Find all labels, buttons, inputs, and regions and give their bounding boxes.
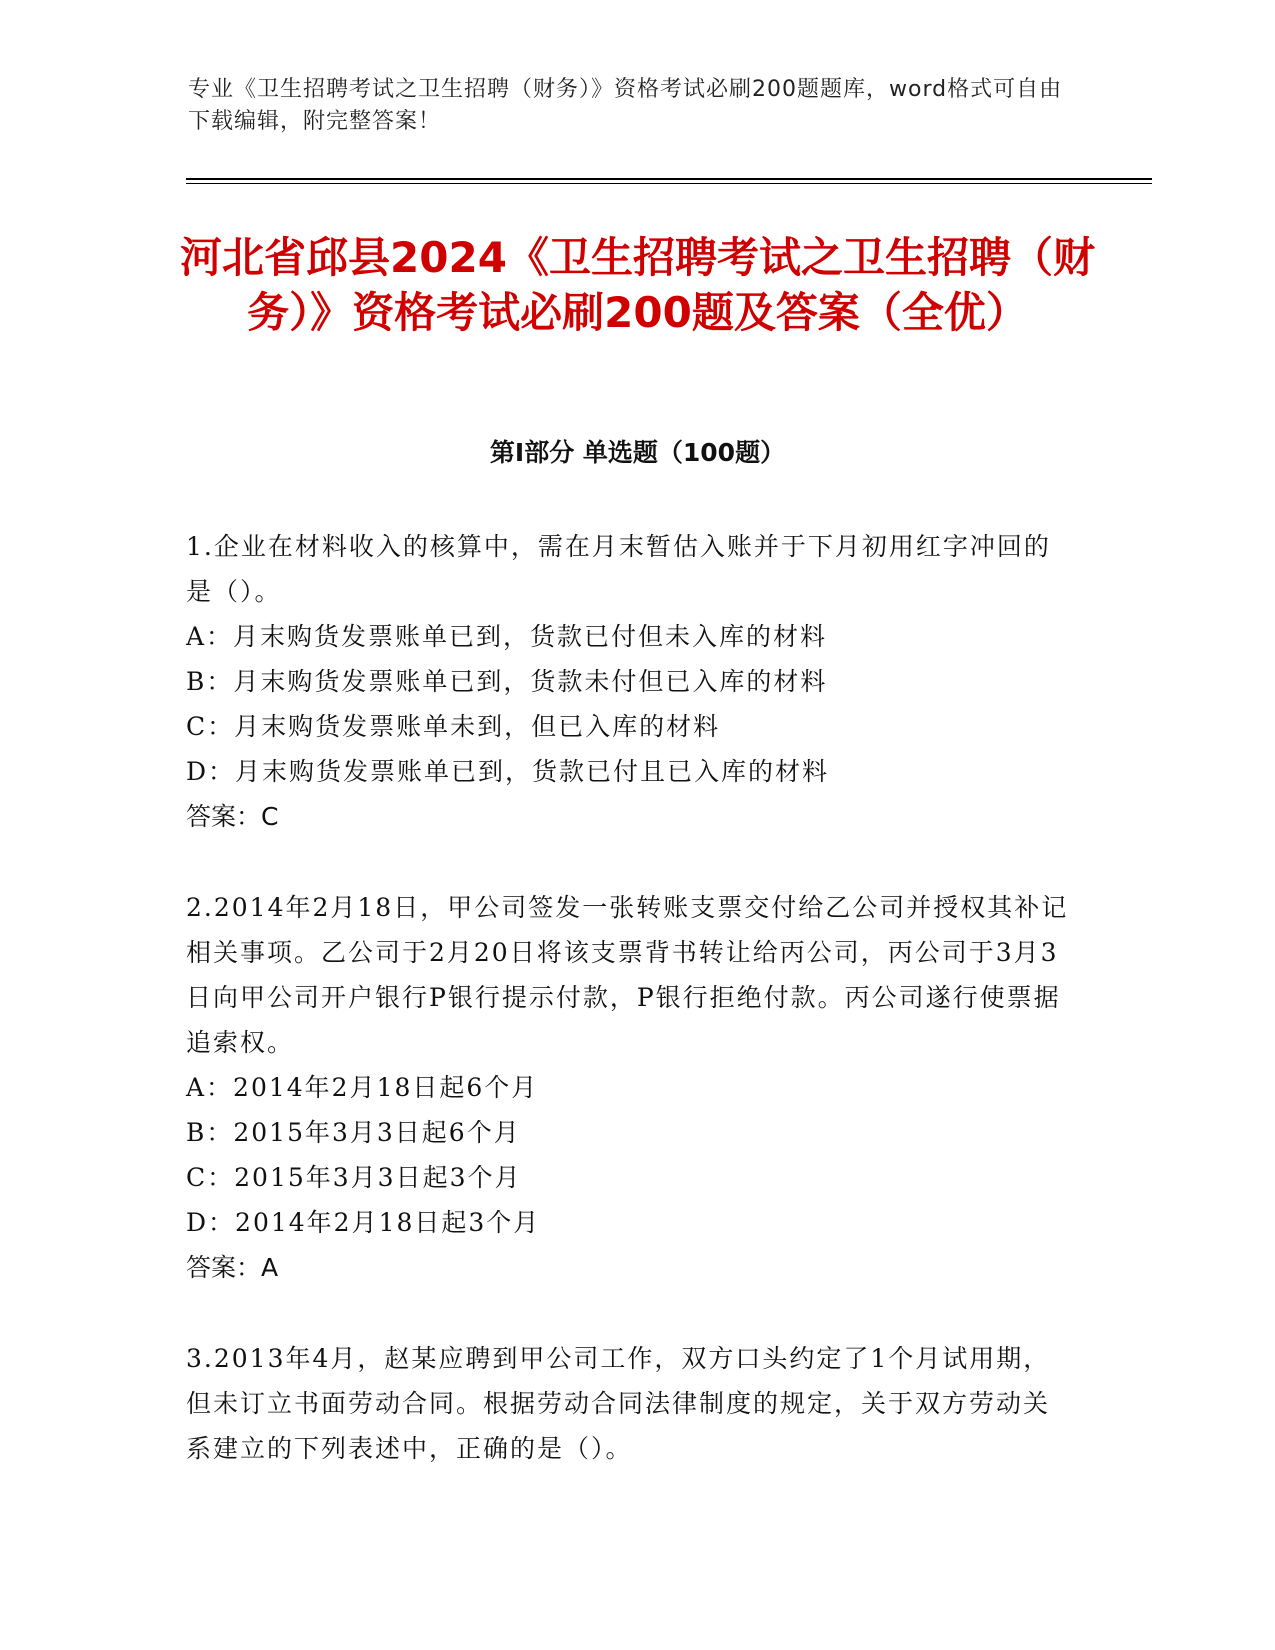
- option-c: C：月末购货发票账单未到，但已入库的材料: [186, 712, 721, 741]
- question-stem: 2.2014年2月18日，甲公司签发一张转账支票交付给乙公司并授权其补记相关事项。乙公司于2月20日将该支票背书转让给丙公司，丙公司于3月3日向甲公司开户银行P银行提示付款，P银行拒绝付款。丙公司遂行使票据追索权。: [186, 893, 1069, 1057]
- question-2: [186, 885, 1076, 1290]
- question-stem: 3.2013年4月，赵某应聘到甲公司工作，双方口头约定了1个月试用期，但未订立书面劳动合同。根据劳动合同法律制度的规定，关于双方劳动关系建立的下列表述中，正确的是（）。: [186, 1344, 1051, 1463]
- section-heading: 第I部分 单选题（100题）: [489, 438, 786, 467]
- answer-label: 答案：C: [186, 802, 279, 831]
- option-b: B：月末购货发票账单已到，货款未付但已入库的材料: [186, 667, 828, 696]
- header-divider-thin: [186, 183, 1152, 184]
- option-a: A：月末购货发票账单已到，货款已付但未入库的材料: [186, 622, 828, 651]
- question-3: [186, 1336, 1076, 1471]
- document-title: 河北省邱县2024《卫生招聘考试之卫生招聘（财务）》资格考试必刷200题及答案（全优）: [180, 233, 1095, 337]
- header-divider-thick: [186, 178, 1152, 180]
- header-note: 专业《卫生招聘考试之卫生招聘（财务）》资格考试必刷200题题库，word格式可自由下载编辑，附完整答案！: [188, 77, 1063, 134]
- answer-label: 答案：A: [186, 1253, 279, 1282]
- option-a: A：2014年2月18日起6个月: [186, 1073, 539, 1102]
- question-1: [186, 524, 1076, 839]
- question-stem: 1.企业在材料收入的核算中，需在月末暂估入账并于下月初用红字冲回的是（）。: [186, 532, 1051, 606]
- option-d: D：2014年2月18日起3个月: [186, 1208, 541, 1237]
- option-b: B：2015年3月3日起6个月: [186, 1118, 521, 1147]
- option-c: C：2015年3月3日起3个月: [186, 1163, 522, 1192]
- option-d: D：月末购货发票账单已到，货款已付且已入库的材料: [186, 757, 830, 786]
- question-list: [186, 524, 1076, 1517]
